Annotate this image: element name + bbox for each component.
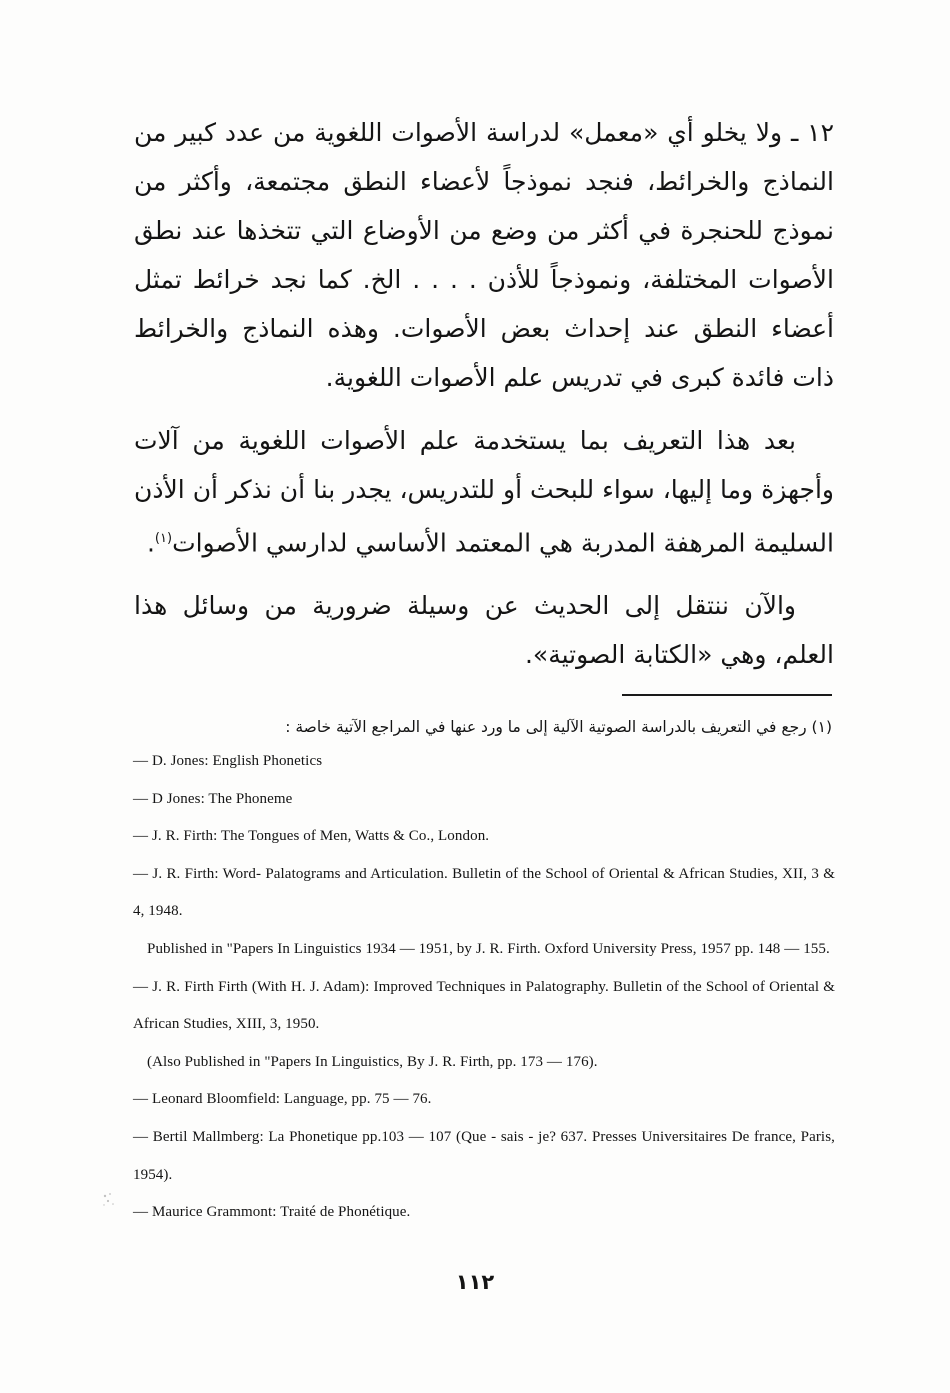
reference-item: — J. R. Firth: The Tongues of Men, Watts & Co., London. <box>133 828 490 845</box>
reference-item: — Leonard Bloomfield: Language, pp. 75 — 76. <box>133 1091 432 1108</box>
scan-speck-decoration <box>100 1190 118 1210</box>
paragraph-2 <box>134 416 834 567</box>
main-text <box>134 108 834 679</box>
paragraph-3: والآن ننتقل إلى الحديث عن وسيلة ضرورية من وسائل هذا العلم، وهي «الكتابة الصوتية». <box>134 591 834 670</box>
paragraph-2-end: . <box>146 528 155 558</box>
footnote-marker: (١) <box>154 531 173 546</box>
reference-item: — Maurice Grammont: Traité de Phonétique. <box>133 1204 411 1221</box>
footnote-intro: (١) رجع في التعريف بالدراسة الصوتية الآلية إلى ما ورد عنها في المراجع الآتية خاصة : <box>285 718 832 736</box>
reference-list <box>133 743 835 1232</box>
reference-item: — D Jones: The Phoneme <box>133 790 293 807</box>
reference-item: (Also Published in "Papers In Linguistics, By J. R. Firth, pp. 173 — 176). <box>147 1053 598 1070</box>
paragraph-2-text: بعد هذا التعريف بما يستخدمة علم الأصوات اللغوية من آلات وأجهزة وما إليها، سواء للبحث أو للتدريس، يجدر بنا أن نذكر أن الأذن السليمة المرهفة المدربة هي المعتمد الأساسي لدارسي الأصوات <box>134 426 834 558</box>
reference-item: Published in "Papers In Linguistics 1934 — 1951, by J. R. Firth. Oxford University Press, 1957 pp. 148 — 155. <box>147 940 830 957</box>
reference-item: — J. R. Firth: Word- Palatograms and Articulation. Bulletin of the School of Oriental & African Studies, XII, 3 & 4, 1948. <box>133 865 835 920</box>
paragraph-1: ١٢ ـ ولا يخلو أي «معمل» لدراسة الأصوات اللغوية من عدد كبير من النماذج والخرائط، فنجد نموذجاً لأعضاء النطق مجتمعة، وأكثر من نموذج للحنجرة في أكثر من وضع من الأوضاع التي تتخذها عند نطق الأصوات المختلفة، ونموذجاً للأذن . . . . الخ. كما نجد خرائط تمثل أعضاء النطق عند إحداث بعض الأصوات. وهذه النماذج والخرائط ذات فائدة كبرى في تدريس علم الأصوات اللغوية. <box>134 118 834 392</box>
footnote-divider <box>622 694 832 696</box>
reference-item: — J. R. Firth Firth (With H. J. Adam): Improved Techniques in Palatography. Bulletin of the School of Oriental & African Studies, XIII, 3, 1950. <box>133 978 835 1033</box>
reference-item: — Bertil Mallmberg: La Phonetique pp.103 — 107 (Que - sais - je? 637. Presses Universitaires De france, Paris, 1954). <box>133 1128 835 1183</box>
reference-item: — D. Jones: English Phonetics <box>133 753 323 769</box>
page-number: ١١٢ <box>455 1270 495 1294</box>
